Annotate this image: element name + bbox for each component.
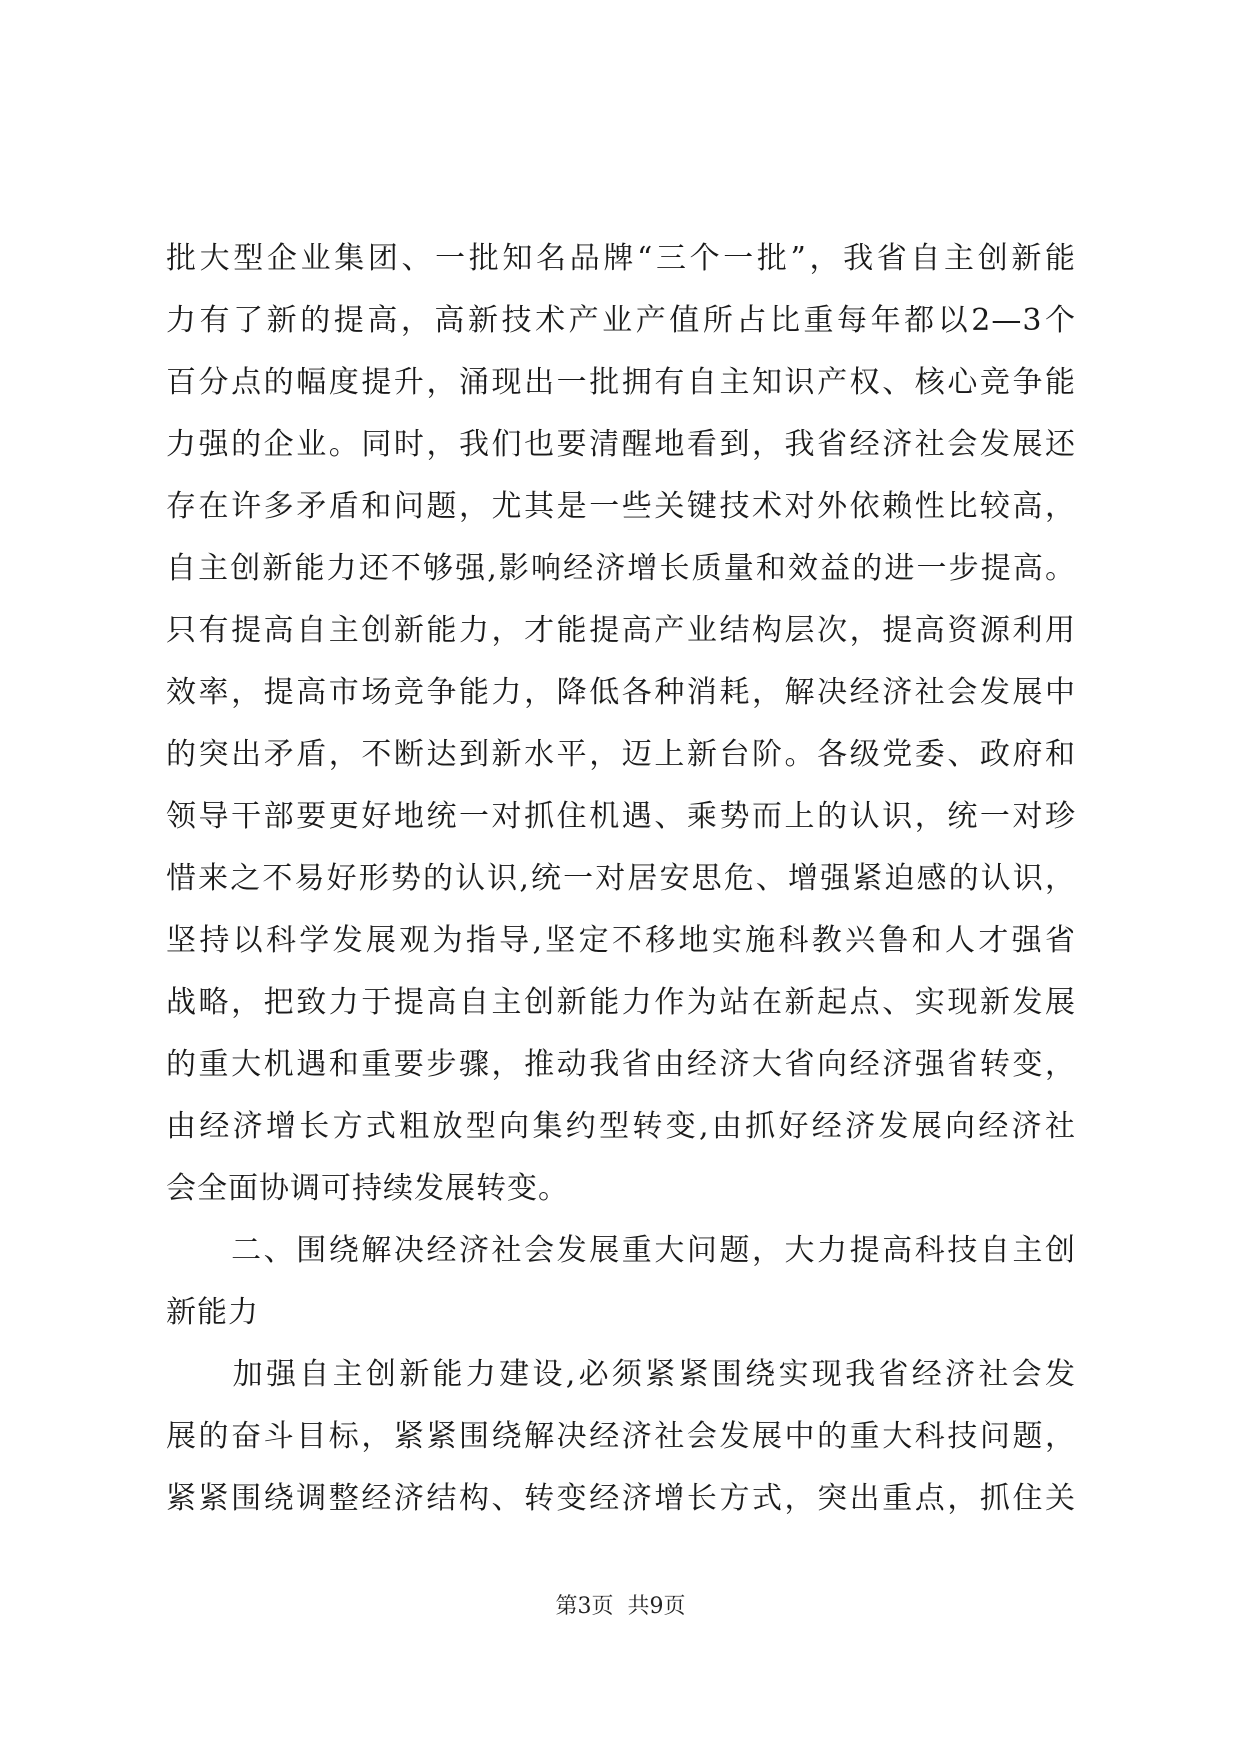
text-line: 自主创新能力还不够强,影响经济增长质量和效益的进一步提高。 — [166, 551, 1076, 586]
text-line: 由经济增长方式粗放型向集约型转变,由抓好经济发展向经济社 — [166, 1109, 1076, 1144]
text-line: 的突出矛盾，不断达到新水平，迈上新台阶。各级党委、政府和 — [166, 737, 1076, 772]
text-line: 紧紧围绕调整经济结构、转变经济增长方式，突出重点，抓住关 — [166, 1481, 1076, 1516]
page-footer — [0, 1592, 1241, 1622]
text-line: 展的奋斗目标，紧紧围绕解决经济社会发展中的重大科技问题， — [166, 1419, 1076, 1454]
text-line: 新能力 — [166, 1295, 259, 1330]
text-line: 加强自主创新能力建设,必须紧紧围绕实现我省经济社会发 — [166, 1357, 1076, 1392]
text-line: 批大型企业集团、一批知名品牌“三个一批”，我省自主创新能 — [166, 241, 1076, 276]
text-line: 只有提高自主创新能力，才能提高产业结构层次，提高资源利用 — [166, 613, 1076, 648]
text-line: 的重大机遇和重要步骤，推动我省由经济大省向经济强省转变， — [166, 1047, 1076, 1082]
text-line: 百分点的幅度提升，涌现出一批拥有自主知识产权、核心竞争能 — [166, 365, 1076, 400]
text-line: 领导干部要更好地统一对抓住机遇、乘势而上的认识，统一对珍 — [166, 799, 1076, 834]
text-line: 力有了新的提高，高新技术产业产值所占比重每年都以2—3个 — [166, 303, 1076, 338]
text-line: 战略，把致力于提高自主创新能力作为站在新起点、实现新发展 — [166, 985, 1076, 1020]
body-text — [166, 228, 1076, 1530]
text-line: 会全面协调可持续发展转变。 — [166, 1171, 569, 1206]
text-line: 坚持以科学发展观为指导,坚定不移地实施科教兴鲁和人才强省 — [166, 923, 1076, 958]
text-line: 效率，提高市场竞争能力，降低各种消耗，解决经济社会发展中 — [166, 675, 1076, 710]
text-line: 力强的企业。同时，我们也要清醒地看到，我省经济社会发展还 — [166, 427, 1076, 462]
page-number: 第3页 共9页 — [555, 1594, 686, 1619]
text-line: 二、围绕解决经济社会发展重大问题，大力提高科技自主创 — [166, 1233, 1076, 1268]
text-line: 惜来之不易好形势的认识,统一对居安思危、增强紧迫感的认识， — [166, 861, 1076, 896]
text-line: 存在许多矛盾和问题，尤其是一些关键技术对外依赖性比较高， — [166, 489, 1076, 524]
